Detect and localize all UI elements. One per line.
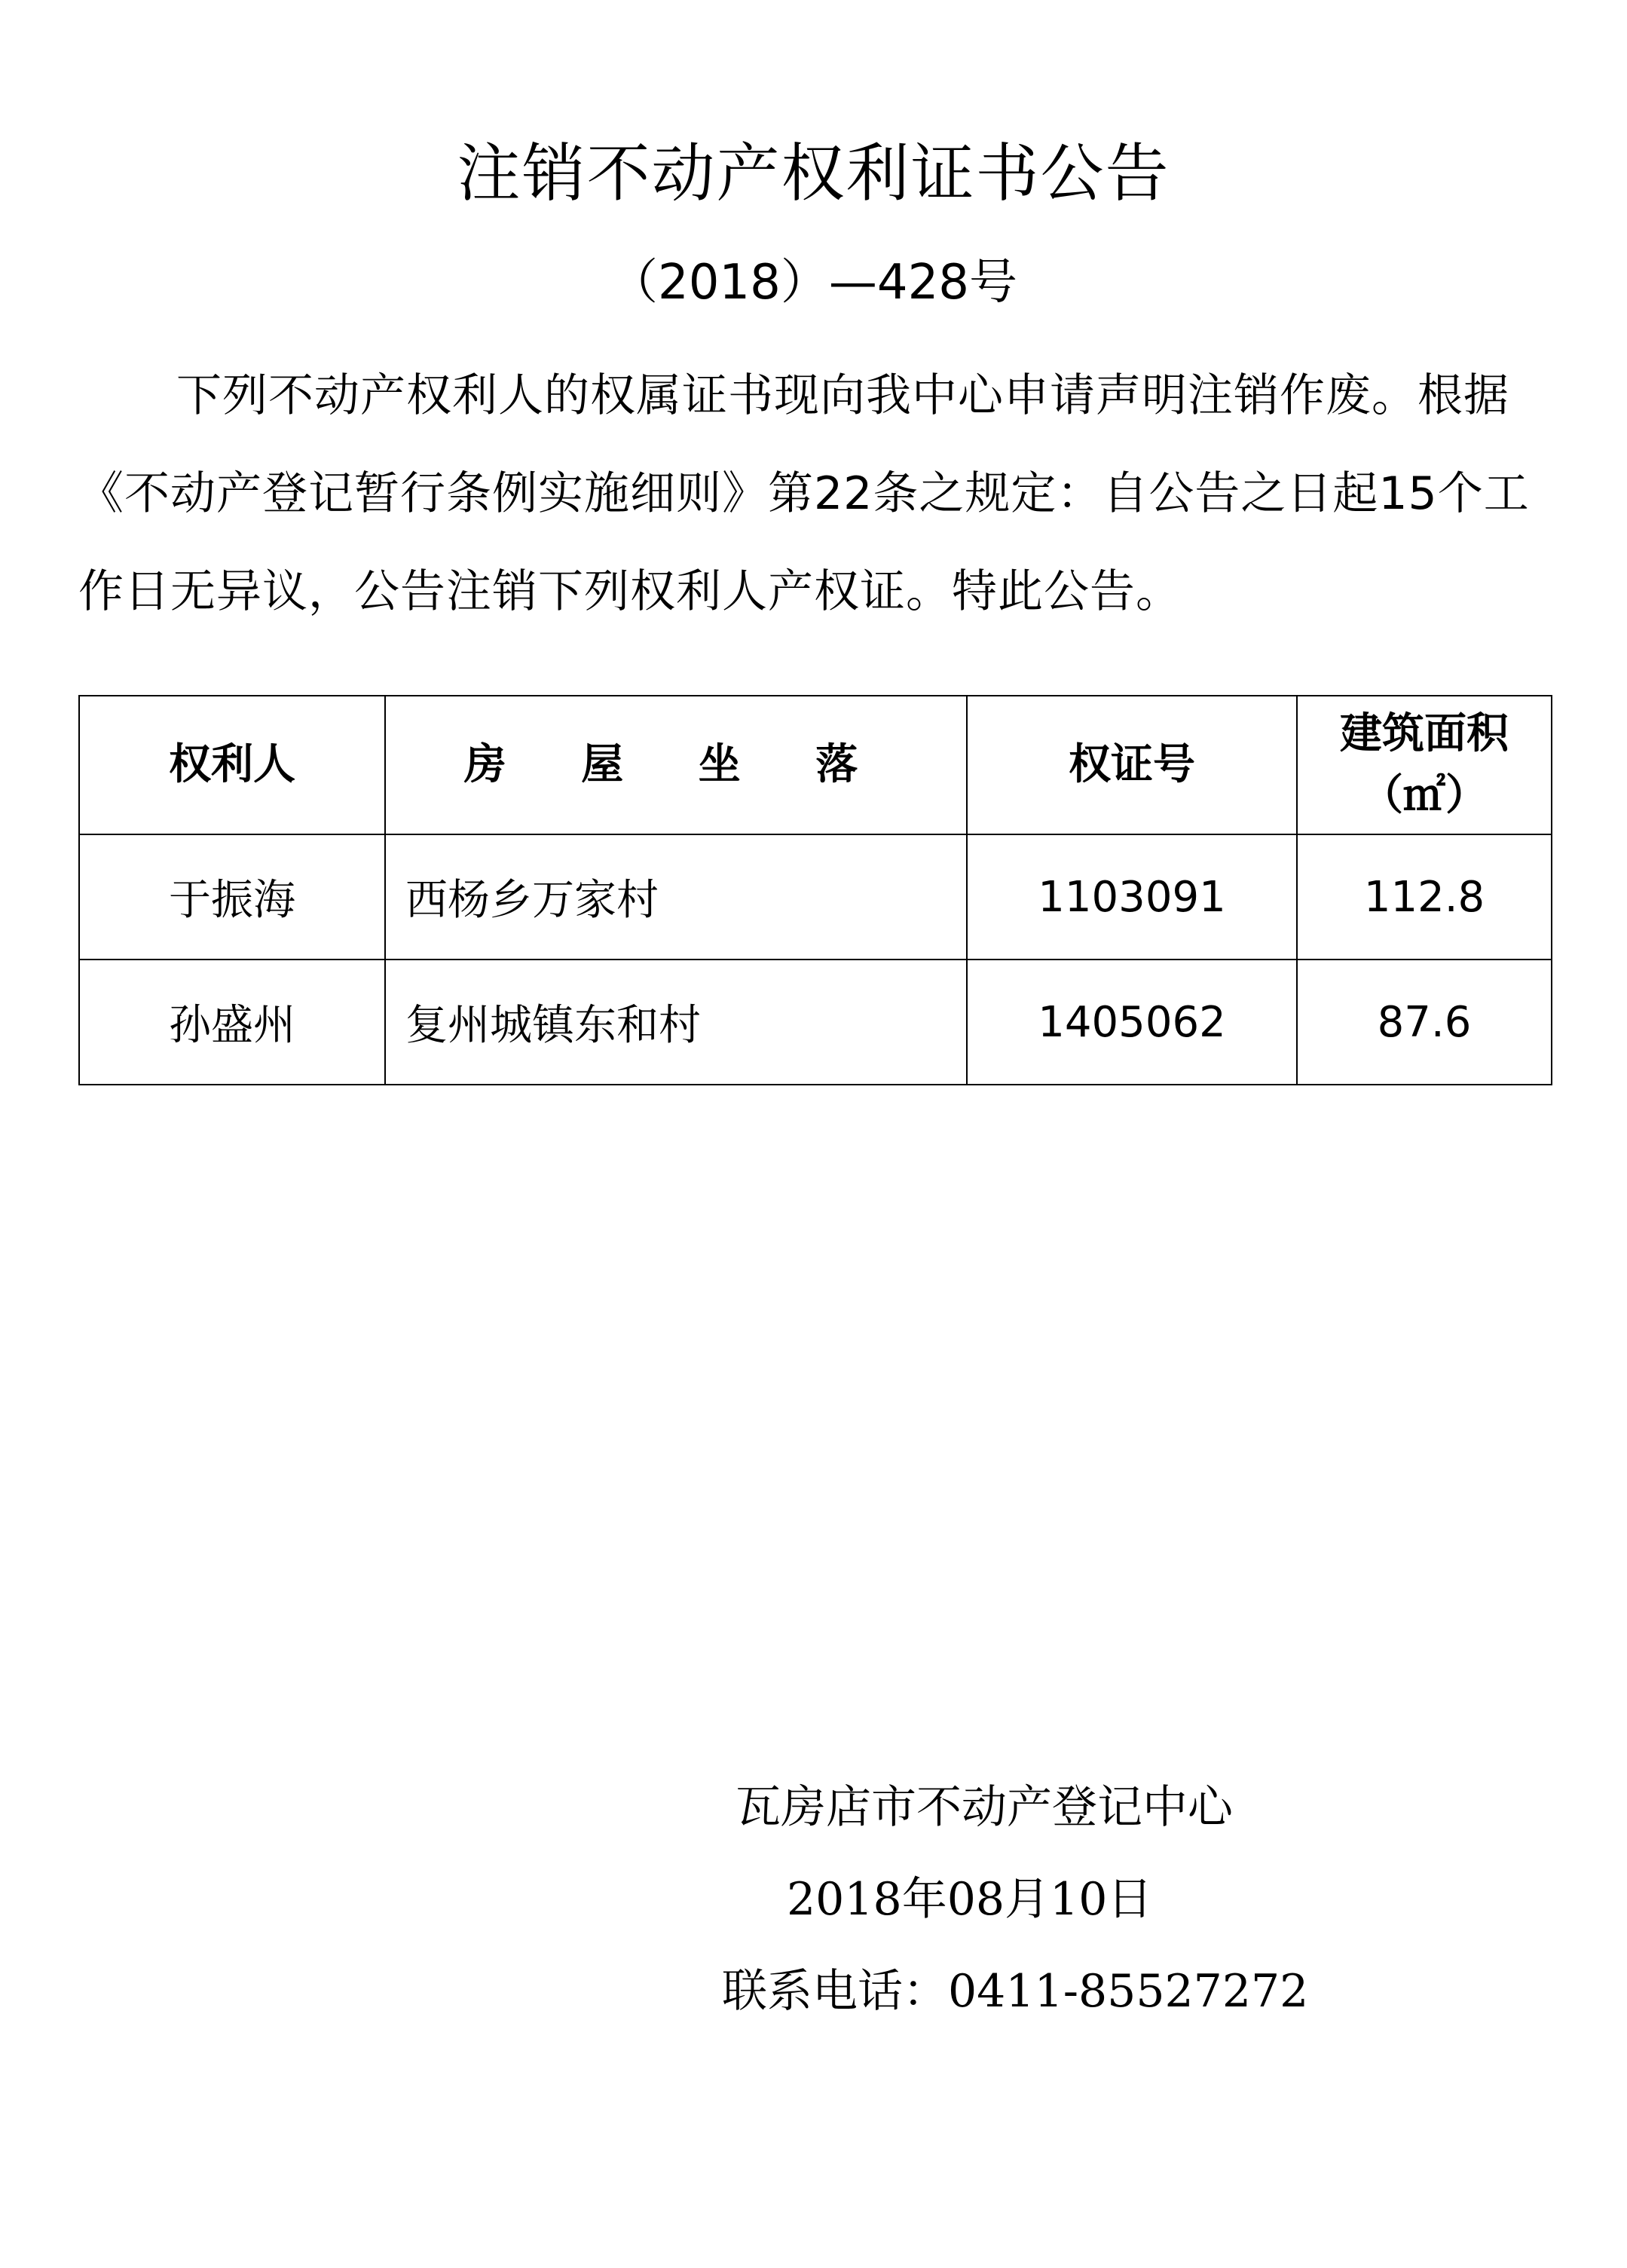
header-cert-no: 权证号 [967, 696, 1297, 834]
issuing-organization: 瓦房店市不动产登记中心 [736, 1781, 1233, 1834]
cell-owner: 于振海 [79, 834, 385, 960]
header-area-label: 建筑面积 [1340, 709, 1509, 758]
contact-phone: 联系电话：0411-85527272 [722, 1965, 1309, 2018]
cell-area: 87.6 [1297, 960, 1552, 1085]
cell-owner: 孙盛州 [79, 960, 385, 1085]
header-location: 房 屋 坐 落 [385, 696, 967, 834]
notice-body: 下列不动产权利人的权属证书现向我中心申请声明注销作废。根据《不动产登记暂行条例实施细则》第22条之规定：自公告之日起15个工作日无异议，公告注销下列权利人产权证。特此公告。 [78, 369, 1530, 618]
header-owner: 权利人 [79, 696, 385, 834]
table-header-row [79, 696, 1552, 834]
cell-location: 复州城镇东和村 [385, 960, 967, 1085]
header-area-unit: （㎡） [1361, 771, 1488, 820]
table-row [79, 834, 1552, 960]
notice-number: （2018）—428号 [609, 255, 1018, 311]
certificate-table [78, 695, 1552, 1085]
cell-area: 112.8 [1297, 834, 1552, 960]
cell-cert-no: 1405062 [967, 960, 1297, 1085]
cell-location: 西杨乡万家村 [385, 834, 967, 960]
table-row [79, 960, 1552, 1085]
notice-title: 注销不动产权利证书公告 [457, 136, 1170, 210]
header-area [1297, 696, 1552, 834]
cell-cert-no: 1103091 [967, 834, 1297, 960]
issue-date: 2018年08月10日 [787, 1873, 1153, 1926]
